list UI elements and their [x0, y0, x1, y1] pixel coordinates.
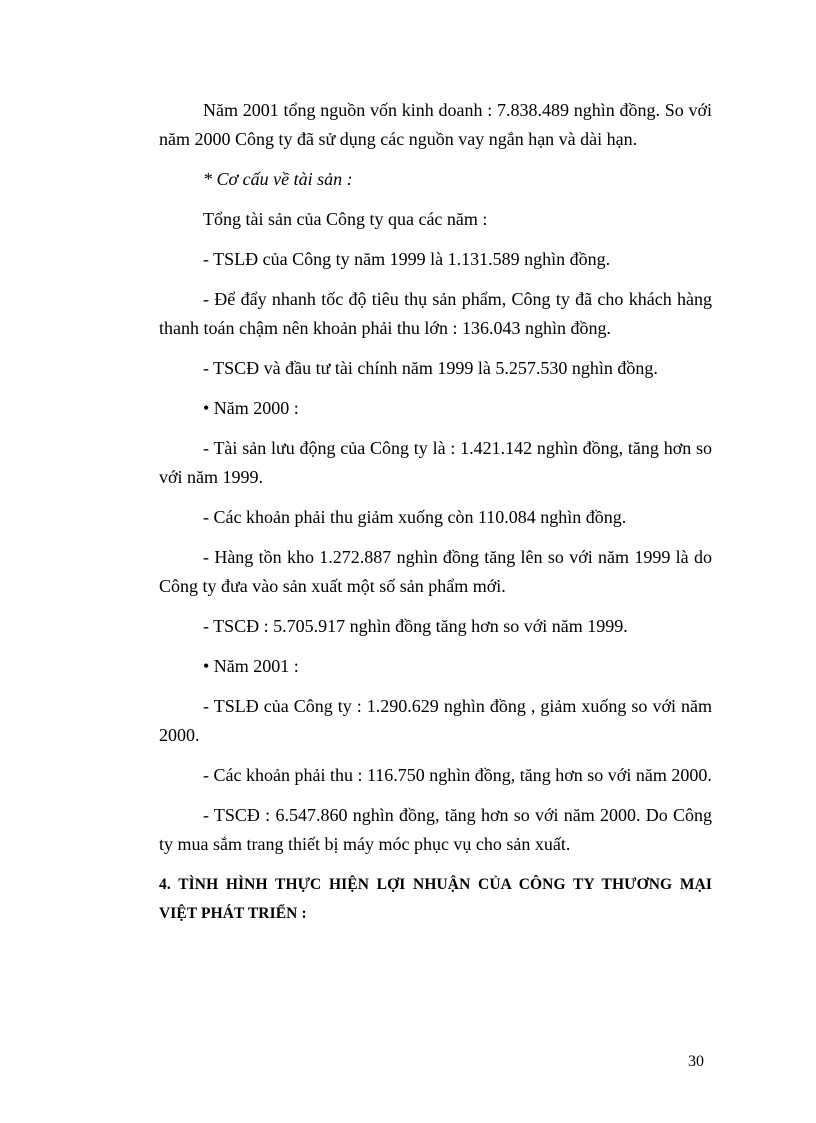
- paragraph-fixed-assets-2000: - TSCĐ : 5.705.917 nghìn đồng tăng hơn so với năm 1999.: [203, 616, 628, 636]
- paragraph-receivables-2000: - Các khoản phải thu giảm xuống còn 110.084 nghìn đồng.: [203, 507, 627, 527]
- paragraph-receivables-1999: - Để đẩy nhanh tốc độ tiêu thụ sản phẩm, Công ty đã cho khách hàng thanh toán chậm nên khoản phải thu lớn : 136.043 nghìn đồng.: [159, 289, 712, 338]
- paragraph-fixed-assets-1999: - TSCĐ và đầu tư tài chính năm 1999 là 5.257.530 nghìn đồng.: [203, 358, 658, 378]
- paragraph-receivables-2001: - Các khoản phải thu : 116.750 nghìn đồng, tăng hơn so với năm 2000.: [203, 765, 712, 785]
- bullet-year-2001: • Năm 2001 :: [203, 656, 299, 676]
- paragraph-current-assets-2000: - Tài sản lưu động của Công ty là : 1.421.142 nghìn đồng, tăng hơn so với năm 1999.: [159, 438, 712, 487]
- paragraph-current-assets-2001: - TSLĐ của Công ty : 1.290.629 nghìn đồng , giảm xuống so với năm 2000.: [159, 696, 712, 745]
- paragraph-capital-2001: Năm 2001 tổng nguồn vốn kinh doanh : 7.838.489 nghìn đồng. So với năm 2000 Công ty đã sử dụng các nguồn vay ngắn hạn và dài hạn.: [159, 100, 712, 149]
- document-page: [159, 96, 712, 928]
- paragraph-current-assets-1999: - TSLĐ của Công ty năm 1999 là 1.131.589 nghìn đồng.: [203, 249, 611, 269]
- bullet-year-2000: • Năm 2000 :: [203, 398, 299, 418]
- subheading-asset-structure: * Cơ cấu về tài sản :: [203, 169, 353, 189]
- section-heading-profit: 4. TÌNH HÌNH THỰC HIỆN LỢI NHUẬN CỦA CÔNG TY THƯƠNG MẠI VIỆT PHÁT TRIỂN :: [159, 876, 712, 922]
- page-number: 30: [688, 1053, 704, 1070]
- paragraph-total-assets-intro: Tổng tài sản của Công ty qua các năm :: [203, 209, 488, 229]
- paragraph-fixed-assets-2001: - TSCĐ : 6.547.860 nghìn đồng, tăng hơn so với năm 2000. Do Công ty mua sắm trang thiết bị máy móc phục vụ cho sản xuất.: [159, 805, 712, 854]
- paragraph-inventory-2000: - Hàng tồn kho 1.272.887 nghìn đồng tăng lên so với năm 1999 là do Công ty đưa vào sản xuất một số sản phẩm mới.: [159, 547, 712, 596]
